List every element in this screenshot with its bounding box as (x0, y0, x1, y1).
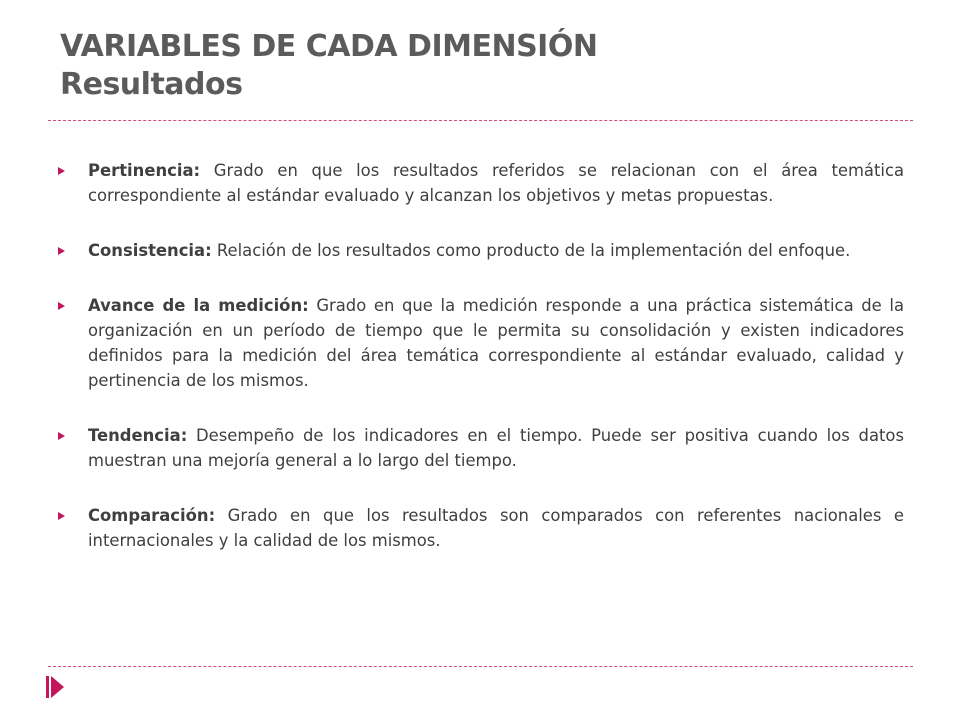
list-item-comparacion (58, 503, 904, 553)
title-line-2: Resultados (60, 67, 243, 102)
triangle-right-bullet-icon (58, 302, 65, 310)
top-dashed-divider (48, 120, 913, 121)
item-description: Grado en que los resultados son comparados con referentes nacionales e internacionales y la calidad de los mismos. (88, 506, 904, 550)
item-term: Pertinencia: (88, 161, 201, 180)
bottom-dashed-divider (48, 666, 913, 667)
list-item-pertinencia (58, 158, 904, 208)
item-term: Avance de la medición: (88, 296, 309, 315)
item-term: Tendencia: (88, 426, 188, 445)
list-item-avance-medicion (58, 293, 904, 393)
item-description: Grado en que la medición responde a una práctica sistemática de la organización en un período de tiempo que le permita su consolidación y existen indicadores definidos para la medición del área temática correspondiente al estándar evaluado, calidad y pertinencia de los mismos. (88, 296, 904, 390)
item-description: Desempeño de los indicadores en el tiempo. Puede ser positiva cuando los datos muestran una mejoría general a lo largo del tiempo. (88, 426, 904, 470)
next-slide-arrow-icon[interactable] (46, 676, 64, 698)
triangle-right-bullet-icon (58, 167, 65, 175)
list-item-tendencia (58, 423, 904, 473)
item-description: Grado en que los resultados referidos se relacionan con el área temática correspondiente al estándar evaluado y alcanzan los objetivos y metas propuestas. (88, 161, 905, 205)
item-term: Consistencia: (88, 241, 212, 260)
item-term: Comparación: (88, 506, 216, 525)
item-description: Relación de los resultados como producto de la implementación del enfoque. (216, 241, 851, 260)
list-item-consistencia (58, 238, 904, 263)
variables-list (58, 158, 904, 583)
title-line-1: VARIABLES DE CADA DIMENSIÓN (60, 29, 598, 64)
triangle-right-bullet-icon (58, 432, 65, 440)
triangle-right-bullet-icon (58, 247, 65, 255)
slide-title (60, 28, 920, 104)
triangle-right-bullet-icon (58, 512, 65, 520)
